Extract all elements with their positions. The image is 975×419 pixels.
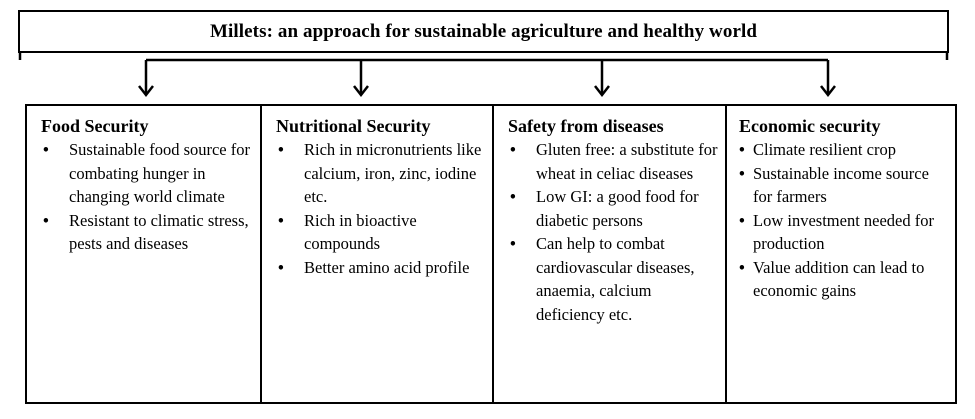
bullet-icon: • [510,140,516,159]
column-heading: Economic security [739,116,881,136]
column-economic-security [727,106,955,402]
list-item [739,138,949,162]
list-item-text: Rich in bioactive compounds [304,210,417,253]
bullet-icon: • [278,140,284,159]
column-heading: Safety from diseases [508,116,664,136]
column-nutritional-security [262,106,494,402]
list-item [739,209,949,256]
list-item-text: Low GI: a good food for diabetic persons [536,187,699,230]
bullet-icon: • [43,210,49,230]
list-item [508,232,719,326]
arrow-4-head-icon [821,86,835,95]
bullet-icon: • [510,234,516,253]
list-item-text: Gluten free: a substitute for wheat in celiac diseases [536,140,718,183]
bullet-icon: • [43,140,49,159]
bullet-list [739,138,949,303]
column-heading: Food Security [41,116,149,136]
list-item-text: Resistant to climatic stress, pests and diseases [69,210,249,253]
bullet-icon: • [278,210,284,230]
list-item-text: Climate resilient crop [753,140,896,159]
bullet-list [41,138,254,256]
diagram-title: Millets: an approach for sustainable agriculture and healthy world [209,20,758,42]
bullet-icon: • [739,140,745,159]
list-item-text: Can help to combat cardiovascular diseases, anaemia, calcium deficiency etc. [536,234,695,324]
arrow-3-head-icon [595,86,609,95]
bullet-list [508,138,719,326]
list-item-text: Low investment needed for production [753,210,934,253]
list-item-text: Sustainable income source for farmers [753,163,929,206]
list-item [276,138,486,209]
bullet-icon: • [510,187,516,206]
list-item [739,256,949,303]
bullet-icon: • [739,210,745,230]
arrow-2-head-icon [354,86,368,95]
categories-row [25,104,957,404]
list-item-text: Rich in micronutrients like calcium, iron, zinc, iodine etc. [304,140,482,206]
list-item [41,209,254,256]
column-heading: Nutritional Security [276,116,431,136]
list-item [508,138,719,185]
bullet-icon: • [739,257,745,277]
list-item-text: Better amino acid profile [304,257,470,277]
column-food-security [27,106,262,402]
bullet-list [276,138,486,279]
list-item [739,162,949,209]
bullet-icon: • [739,163,745,183]
list-item [508,185,719,232]
title-box [18,10,949,53]
list-item [276,209,486,256]
list-item-text: Value addition can lead to economic gains [753,257,925,300]
column-safety-from-diseases [494,106,727,402]
arrow-1-head-icon [139,86,153,95]
list-item-text: Sustainable food source for combating hunger in changing world climate [69,140,250,206]
list-item [276,256,486,280]
list-item [41,138,254,209]
bullet-icon: • [278,257,284,277]
